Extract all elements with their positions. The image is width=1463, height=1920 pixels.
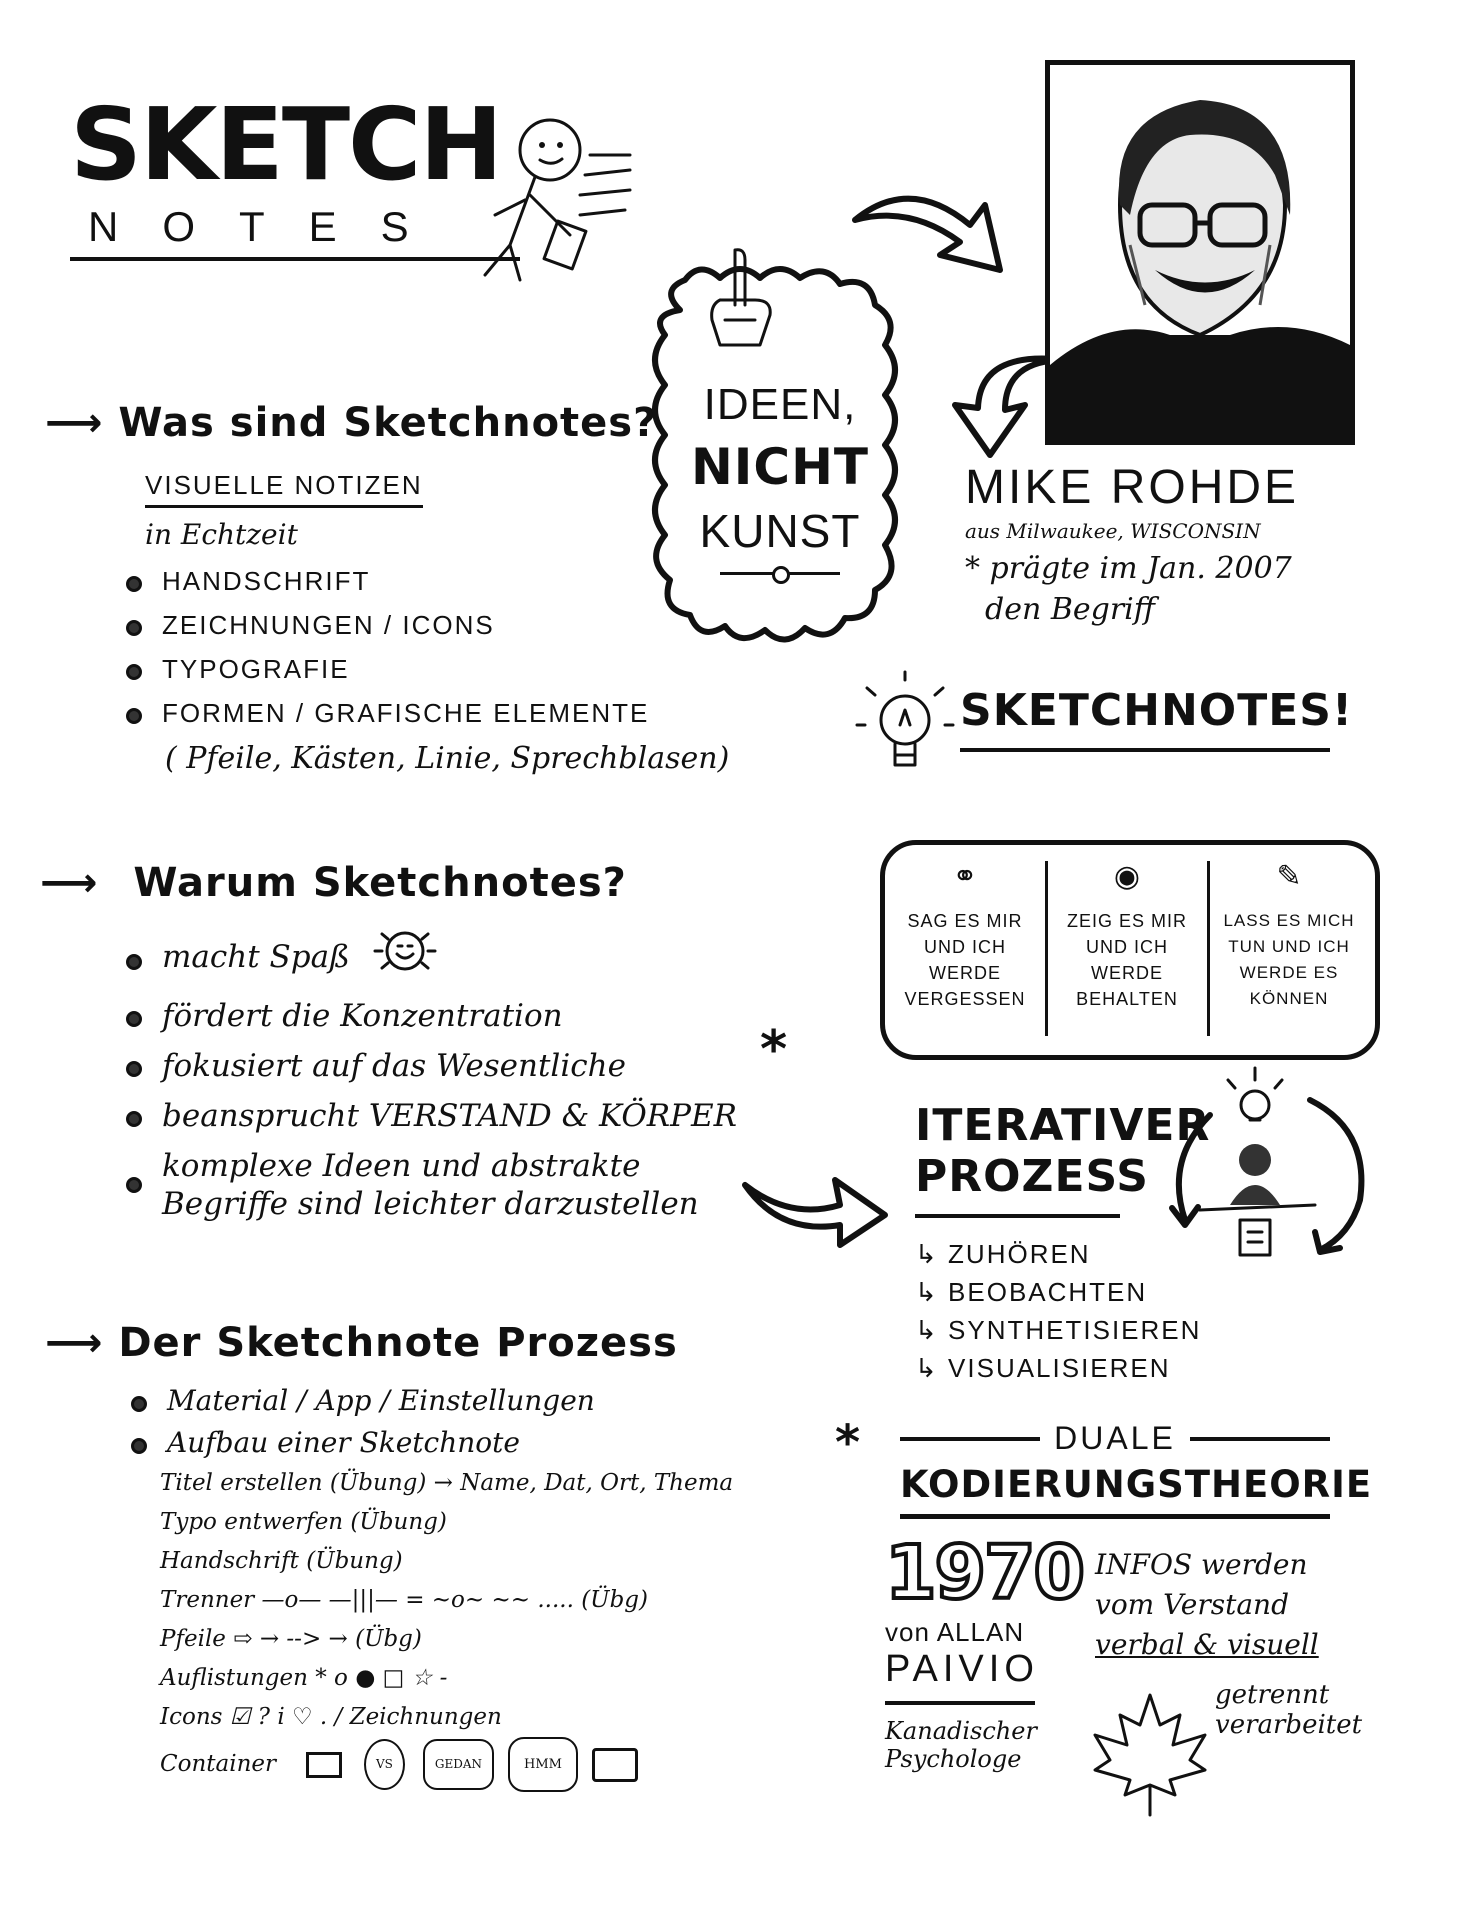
mike-name: MIKE ROHDE (965, 461, 1300, 514)
dual-role1: Kanadischer (885, 1717, 1037, 1745)
arrow-right-icon: ⟶ (45, 400, 103, 446)
list-item: komplexe Ideen und abstrakte Begriffe sind leichter darzustellen (120, 1141, 770, 1223)
portrait-frame (1045, 60, 1355, 445)
section-process-sublist (160, 1464, 845, 1792)
mike-line1: * prägte im Jan. 2007 (965, 551, 1292, 586)
sublist-item: Container VS GEDAN HMM (160, 1737, 845, 1792)
iterative-title-line1: ITERATIVER (915, 1100, 1211, 1151)
sublist-item: Titel erstellen (Übung) → Name, Dat, Ort, Thema (160, 1470, 734, 1496)
sublist-item: Auflistungen * o ● □ ☆ - (160, 1665, 448, 1691)
mike-term-underline (960, 748, 1330, 752)
iterative-block (915, 1100, 1211, 1218)
list-item: fördert die Konzentration (120, 991, 770, 1041)
mike-term (960, 685, 1380, 752)
list-item: beansprucht VERSTAND & KÖRPER (120, 1091, 770, 1141)
title-block (70, 86, 540, 285)
thought-container: GEDAN (423, 1739, 494, 1790)
speech-bubble-icon (592, 1748, 638, 1782)
quote-col-3 (1209, 845, 1369, 1055)
smiley-sun-icon (370, 926, 440, 991)
sublist-item: Typo entwerfen (Übung) (160, 1509, 447, 1535)
stick-figure-icon (480, 115, 650, 295)
dual-name-divider (885, 1701, 1035, 1705)
section-process-heading: Der Sketchnote Prozess (118, 1320, 678, 1366)
idea-bubble-text (680, 380, 880, 575)
curved-arrow-icon (850, 180, 1010, 280)
asterisk-mark: * (835, 1415, 862, 1471)
return-arrow-icon: ↳ (915, 1239, 939, 1269)
mike-term-text: SKETCHNOTES! (960, 685, 1354, 736)
mike-location: aus Milwaukee, WISCONSIN (965, 519, 1261, 543)
section-what-subline: in Echtzeit (145, 518, 298, 551)
quote-col-2 (1047, 845, 1207, 1055)
quote-text-3: LASS ES MICH TUN UND ICH WERDE ES KÖNNEN (1223, 911, 1355, 1008)
dual-year: 1970 (885, 1530, 1083, 1616)
bubble-line1: IDEEN, (703, 380, 857, 429)
section-why-list (120, 926, 770, 1223)
portrait-image (1050, 65, 1350, 440)
dual-title-top-text: DUALE (1054, 1420, 1176, 1456)
iterative-underline (915, 1214, 1120, 1218)
return-arrow-icon: ↳ (915, 1277, 939, 1307)
section-process (45, 1320, 845, 1792)
section-why-heading: Warum Sketchnotes? (133, 860, 627, 906)
quote-col-1 (885, 845, 1045, 1055)
step-item: ↳ ZUHÖREN (915, 1239, 1091, 1269)
step-item: ↳ BEOBACHTEN (915, 1277, 1148, 1307)
sublist-item: Handschrift (Übung) (160, 1548, 403, 1574)
dual-info1: INFOS werden (1095, 1548, 1308, 1581)
section-why-heading-row (40, 860, 850, 906)
step-item: ↳ SYNTHETISIEREN (915, 1315, 1202, 1345)
list-item: Material / App / Einstellungen (125, 1380, 845, 1422)
title-underline (70, 257, 520, 261)
dual-info5: verarbeitet (1215, 1710, 1363, 1740)
step-item: ↳ VISUALISIEREN (915, 1353, 1171, 1383)
dual-info3: verbal & visuell (1095, 1628, 1319, 1661)
section-what-note: ( Pfeile, Kästen, Linie, Sprechblasen) (165, 741, 730, 776)
pointing-hand-icon (700, 245, 780, 355)
sublist-item: Pfeile ⇨ → --> → (Übg) (160, 1626, 422, 1652)
list-item: ZEICHNUNGEN / ICONS (120, 603, 805, 647)
section-process-list (125, 1380, 845, 1464)
dual-heading (900, 1420, 1373, 1519)
quote-box (880, 840, 1380, 1060)
pencil-icon: ✎ (1276, 859, 1302, 894)
arrow-right-icon: ⟶ (45, 1320, 103, 1366)
return-arrow-icon: ↳ (915, 1315, 939, 1345)
quote-text-1: SAG ES MIR UND ICH WERDE VERGESSEN (904, 911, 1026, 1009)
dual-left (885, 1530, 1095, 1773)
quote-text-2: ZEIG ES MIR UND ICH WERDE BEHALTEN (1066, 911, 1187, 1009)
dual-by: von ALLAN (885, 1617, 1025, 1647)
big-arrow-icon (740, 1160, 890, 1250)
list-item: Aufbau einer Sketchnote (125, 1422, 845, 1464)
list-item: macht Spaß (120, 926, 770, 991)
ear-icon: ⚭ (952, 859, 978, 894)
container-box-icon (306, 1752, 342, 1778)
vs-container: VS (364, 1739, 405, 1790)
dual-title-top (900, 1420, 1330, 1457)
section-why (40, 860, 850, 1223)
maple-leaf-icon (1085, 1690, 1215, 1820)
section-what-subtitle: VISUELLE NOTIZEN (145, 470, 423, 508)
mike-line2: den Begriff (985, 592, 1156, 627)
section-what-heading: Was sind Sketchnotes? (118, 400, 658, 446)
section-process-heading-row (45, 1320, 845, 1366)
title-line1: SKETCH (70, 86, 502, 203)
asterisk-mark: * (760, 1020, 789, 1080)
cloud-container: HMM (508, 1737, 578, 1792)
dual-right (1095, 1545, 1385, 1665)
bubble-divider (720, 572, 840, 575)
dual-title-underline (900, 1514, 1330, 1519)
dual-title-main: KODIERUNGSTHEORIE (900, 1463, 1373, 1506)
dual-role2: Psychologe (885, 1745, 1022, 1773)
bubble-line3: KUNST (699, 505, 861, 557)
bubble-line2: NICHT (690, 438, 870, 496)
list-item: fokusiert auf das Wesentliche (120, 1041, 770, 1091)
arrow-right-icon: ⟶ (40, 860, 98, 906)
cycle-diagram-icon (1140, 1060, 1385, 1280)
mike-info (965, 460, 1385, 627)
dual-info4: getrennt (1215, 1680, 1330, 1710)
lightbulb-icon (855, 670, 955, 790)
dual-info2: vom Verstand (1095, 1588, 1290, 1621)
list-item: HANDSCHRIFT (120, 559, 805, 603)
return-arrow-icon: ↳ (915, 1353, 939, 1383)
dual-processed (1215, 1680, 1385, 1740)
eye-icon: ◉ (1113, 859, 1141, 894)
iterative-title-line2: PROZESS (915, 1151, 1149, 1202)
sublist-item: Icons ☑ ? i ♡ . / Zeichnungen (160, 1704, 502, 1730)
sublist-item: Trenner —o— —|||— = ~o~ ~~ ..... (Übg) (160, 1587, 648, 1613)
list-item: TYPOGRAFIE (120, 647, 805, 691)
list-item: FORMEN / GRAFISCHE ELEMENTE (120, 691, 805, 735)
dual-name: PAIVIO (885, 1648, 1039, 1690)
title-line2: NOTES (88, 203, 453, 250)
